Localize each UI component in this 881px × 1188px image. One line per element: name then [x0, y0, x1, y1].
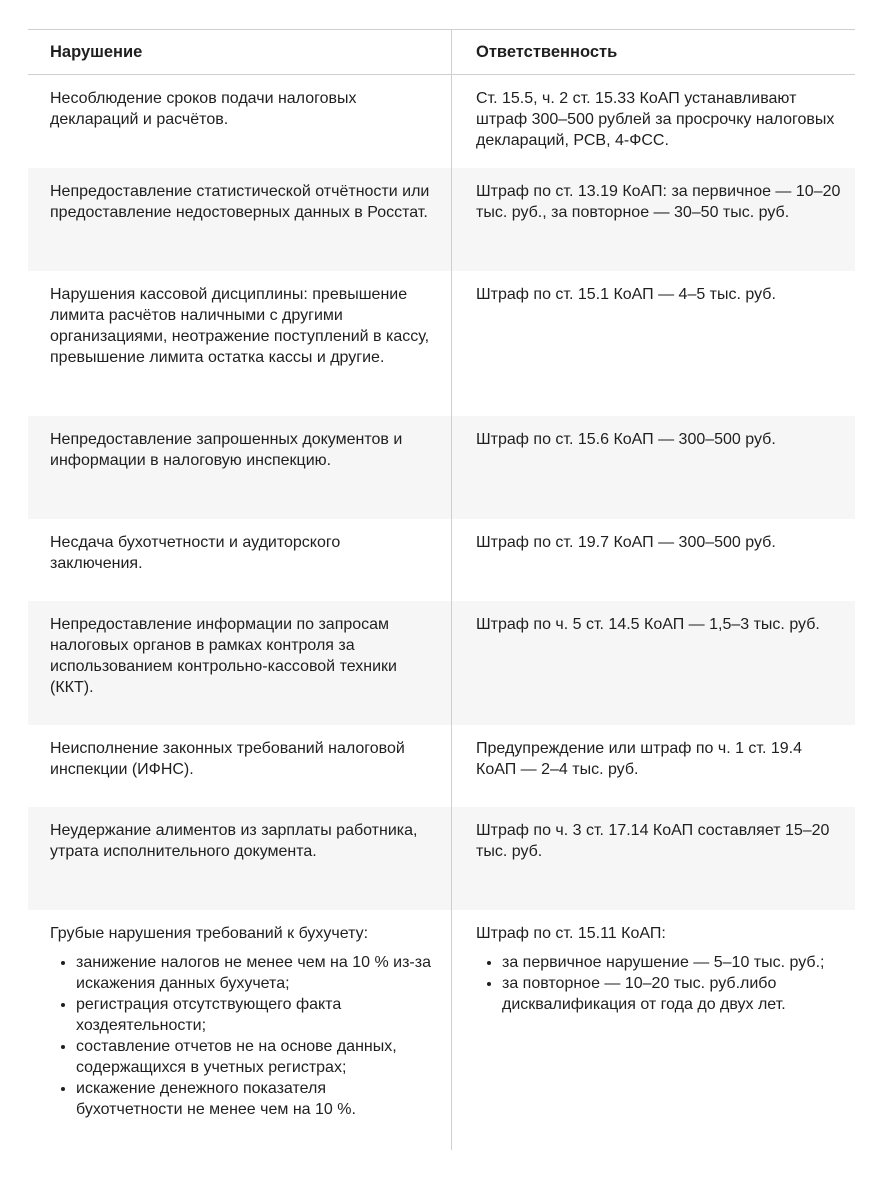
violation-cell: Непредоставление информации по запросам налоговых органов в рамках контроля за использованием контрольно-кассовой техники (ККТ).: [50, 616, 397, 696]
responsibility-cell: [453, 601, 855, 725]
violation-cell: Неисполнение законных требований налоговой инспекции (ИФНС).: [50, 740, 405, 778]
column-divider: [451, 29, 452, 1150]
responsibility-cell: Штраф по ст. 13.19 КоАП: за первичное — 10–20 тыс. руб., за повторное — 30–50 тыс. руб.: [476, 183, 841, 221]
responsibility-cell: Штраф по ч. 3 ст. 17.14 КоАП составляет 15–20 тыс. руб.: [476, 822, 830, 860]
responsibility-cell: Ст. 15.5, ч. 2 ст. 15.33 КоАП устанавливают штраф 300–500 рублей за просрочку налоговых деклараций, РСВ, 4-ФСС.: [476, 90, 835, 149]
violation-cell: Несоблюдение сроков подачи налоговых деклараций и расчётов.: [50, 90, 357, 128]
responsibility-intro: Штраф по ст. 15.11 КоАП:: [476, 925, 666, 942]
table-row: [28, 601, 855, 725]
header-responsibility: Ответственность: [476, 43, 618, 61]
liability-table: [28, 29, 855, 1150]
violation-cell: [28, 910, 453, 1150]
violation-cell: Нарушения кассовой дисциплины: превышение лимита расчётов наличными с другими организациями, неотражение поступлений в кассу, превышение лимита остатка кассы и другие.: [50, 286, 430, 366]
list-item: • регистрация отсутствующего факта хоздеятельности;: [76, 994, 435, 1036]
violation-list: [50, 952, 435, 1120]
table-row: [28, 75, 855, 168]
violation-cell: Непредоставление запрошенных документов и информации в налоговую инспекцию.: [50, 431, 403, 469]
responsibility-cell: Штраф по ст. 19.7 КоАП — 300–500 руб.: [476, 534, 776, 551]
table-row: [28, 168, 855, 271]
table-row: [28, 416, 855, 519]
responsibility-text: Штраф по ч. 5 ст. 14.5 КоАП — 1,5–3 тыс. руб.: [476, 616, 820, 633]
header-violation: Нарушение: [50, 43, 143, 61]
violation-intro: Грубые нарушения требований к бухучету:: [50, 925, 369, 942]
responsibility-cell: Штраф по ст. 15.1 КоАП — 4–5 тыс. руб.: [476, 286, 776, 303]
violation-cell: Неудержание алиментов из зарплаты работника, утрата исполнительного документа.: [50, 822, 418, 860]
table-row: [28, 910, 855, 1150]
list-item: • составление отчетов не на основе данных, содержащихся в учетных регистрах;: [76, 1036, 435, 1078]
violation-cell: Несдача бухотчетности и аудиторского заключения.: [50, 534, 341, 572]
list-item: • за повторное — 10–20 тыс. руб.либо дисквалификация от года до двух лет.: [502, 973, 845, 1015]
list-item: • за первичное нарушение — 5–10 тыс. руб.;: [502, 952, 845, 973]
table-row: [28, 271, 855, 416]
responsibility-list: [476, 952, 845, 1015]
violation-cell: Непредоставление статистической отчётности или предоставление недостоверных данных в Росстат.: [50, 183, 430, 221]
table-row: [28, 519, 855, 601]
list-item: • занижение налогов не менее чем на 10 % из-за искажения данных бухучета;: [76, 952, 435, 994]
table-row: [28, 807, 855, 910]
responsibility-cell: Штраф по ст. 15.6 КоАП — 300–500 руб.: [476, 431, 776, 448]
table-header: [28, 29, 855, 75]
responsibility-cell: [453, 910, 855, 1150]
list-item: • искажение денежного показателя бухотчетности не менее чем на 10 %.: [76, 1078, 435, 1120]
table-row: [28, 725, 855, 807]
responsibility-cell: Предупреждение или штраф по ч. 1 ст. 19.4 КоАП — 2–4 тыс. руб.: [476, 740, 803, 778]
